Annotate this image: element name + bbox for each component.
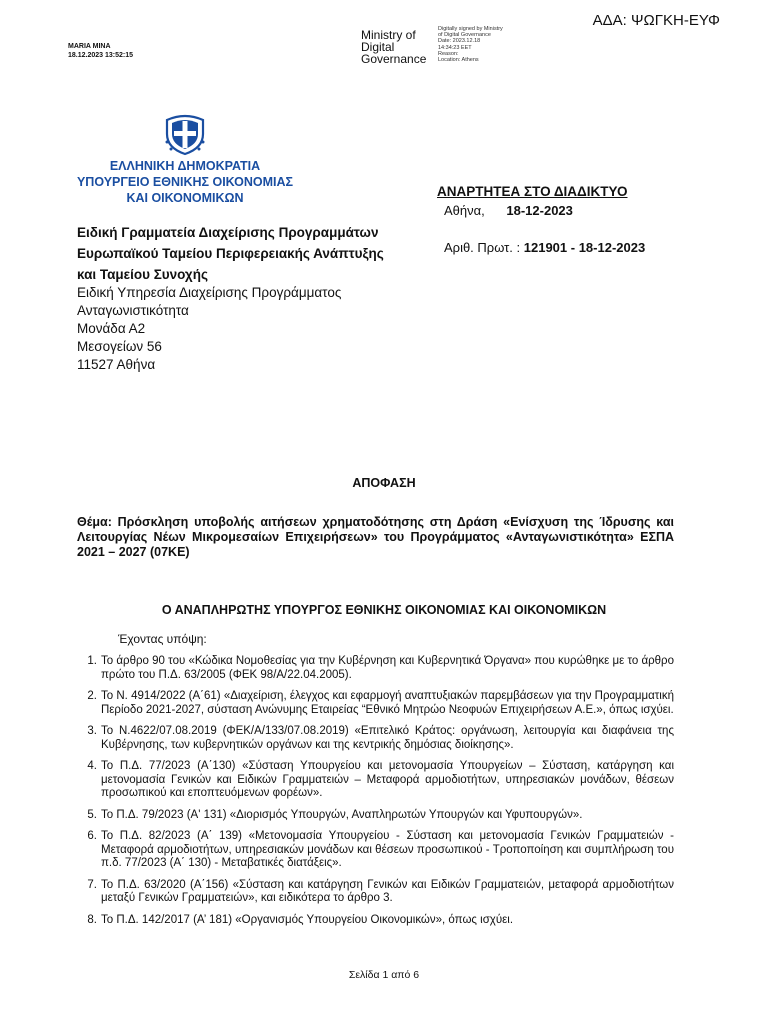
- signature-meta-line: Digitally signed by Ministry: [438, 26, 503, 32]
- item-number: 4.: [87, 760, 97, 772]
- list-item: [77, 655, 674, 682]
- subject-line: Θέμα: Πρόσκληση υποβολής αιτήσεων χρηματοδότησης στη Δράση «Ενίσχυση της Ίδρυσης και Λειτουργίας Νέων Μικρομεσαίων Επιχειρήσεων» του Προγράμματος «Ανταγωνιστικότητα» ΕΣΠΑ 2021 – 2027 (07ΚΕ): [77, 515, 674, 559]
- service-line: Ανταγωνιστικότητα: [77, 303, 189, 318]
- item-text: Το Ν.4622/07.08.2019 (ΦΕΚ/Α/133/07.08.2019) «Επιτελικό Κράτος: οργάνωση, λειτουργία και διαφάνεια της Κυβέρνησης, των κυβερνητικών οργάνων και της κεντρικής δημόσιας διοίκησης».: [101, 725, 674, 751]
- item-text: Το Π.Δ. 142/2017 (Α’ 181) «Οργανισμός Υπουργείου Οικονομικών», όπως ισχύει.: [101, 913, 514, 926]
- sender-ministry-header: [70, 158, 300, 206]
- deputy-minister-heading: Ο ΑΝΑΠΛΗΡΩΤΗΣ ΥΠΟΥΡΓΟΣ ΕΘΝΙΚΗΣ ΟΙΚΟΝΟΜΙΑΣ ΚΑΙ ΟΙΚΟΝΟΜΙΚΩΝ: [161, 603, 607, 617]
- greek-coat-of-arms-icon: [163, 112, 207, 156]
- list-item: [77, 760, 674, 801]
- protocol-label: Αριθ. Πρωτ. :: [444, 240, 521, 255]
- item-text: Το Π.Δ. 77/2023 (Α΄130) «Σύσταση Υπουργείου και μετονομασία Υπουργείων – Σύσταση, κατάργηση και μετονομασία Γενικών και Ειδικών Γραμματειών – Μεταφορά αρμοδιοτήτων, υπηρεσιακών μονάδων, θέσεων προσωπικού και εποπτευόμενων φορέων».: [101, 760, 674, 799]
- list-item: [77, 830, 674, 871]
- item-text: Το Π.Δ. 82/2023 (Α΄ 139) «Μετονομασία Υπουργείου - Σύσταση και μετονομασία Γενικών Γραμματειών - Μεταφορά αρμοδιοτήτων, υπηρεσιακών μονάδων και θέσεων προσωπικού - Τροποποίηση και συμπλήρωση του π.δ. 77/2023 (Α΄ 130) - Μεταβατικές διατάξεις».: [101, 830, 674, 869]
- item-text: Το Ν. 4914/2022 (Α΄61) «Διαχείριση, έλεγχος και εφαρμογή αναπτυξιακών παρεμβάσεων για την Προγραμματική Περίοδο 2021-2027, σύσταση Ανώνυμης Εταιρείας “Εθνικό Μητρώο Νεοφυών Επιχειρήσεων Α.Ε.», όπως ισχύει.: [101, 690, 674, 716]
- signer-stamp: [68, 42, 133, 60]
- service-address: [77, 284, 341, 374]
- list-item: [77, 809, 674, 823]
- item-text: Το Π.Δ. 79/2023 (Α' 131) «Διορισμός Υπουργών, Αναπληρωτών Υπουργών και Υφυπουργών».: [101, 808, 583, 821]
- document-date: [444, 203, 573, 218]
- signer-datetime: 18.12.2023 13:52:15: [68, 52, 133, 59]
- ada-code: ΑΔΑ: ΨΩΓΚΗ-ΕΥΦ: [592, 12, 720, 29]
- item-text: Το Π.Δ. 63/2020 (Α΄156) «Σύσταση και κατάργηση Γενικών και Ειδικών Γραμματειών, μεταφορά αρμοδιοτήτων μεταξύ Γενικών Γραμματειών», και ειδικότερα το άρθρο 3.: [101, 878, 674, 904]
- general-secretariat-line: Ειδική Γραμματεία Διαχείρισης Προγραμμάτων: [77, 225, 379, 240]
- item-number: 5.: [87, 808, 97, 821]
- protocol-value: 121901 - 18-12-2023: [523, 240, 646, 255]
- ministry-line: Ministry of: [361, 28, 416, 42]
- ministry-name-line-1: ΥΠΟΥΡΓΕΙΟ ΕΘΝΙΚΗΣ ΟΙΚΟΝΟΜΙΑΣ: [76, 175, 294, 189]
- item-number: 3.: [87, 725, 97, 737]
- service-line: 11527 Αθήνα: [77, 357, 156, 372]
- item-number: 8.: [87, 913, 97, 926]
- list-item: [77, 725, 674, 752]
- ministry-line: Digital: [361, 40, 395, 54]
- general-secretariat-line: και Ταμείου Συνοχής: [77, 267, 208, 282]
- list-item: [77, 879, 674, 906]
- general-secretariat-line: Ευρωπαϊκού Ταμείου Περιφερειακής Ανάπτυξης: [77, 246, 384, 261]
- general-secretariat: [77, 222, 384, 285]
- item-number: 7.: [87, 878, 97, 891]
- republic-name: ΕΛΛΗΝΙΚΗ ΔΗΜΟΚΡΑΤΙΑ: [109, 159, 261, 173]
- page-number: Σελίδα 1 από 6: [348, 969, 420, 981]
- service-line: Ειδική Υπηρεσία Διαχείρισης Προγράμματος: [77, 285, 342, 300]
- ministry-digital-governance: [361, 29, 426, 65]
- signature-meta-line: Location: Athens: [438, 57, 479, 64]
- ministry-name-line-2: ΚΑΙ ΟΙΚΟΝΟΜΙΚΩΝ: [126, 191, 244, 205]
- date-label: Αθήνα,: [444, 203, 485, 218]
- protocol-number: [444, 240, 645, 255]
- list-item: [77, 914, 674, 928]
- having-in-view: Έχοντας υπόψη:: [118, 632, 207, 646]
- publish-online-notice: ΑΝΑΡΤΗΤΕΑ ΣΤΟ ΔΙΑΔΙΚΤΥΟ: [437, 184, 628, 199]
- item-number: 1.: [87, 655, 97, 667]
- signature-meta-line: Reason:: [438, 50, 459, 57]
- service-line: Μεσογείων 56: [77, 339, 162, 354]
- digital-signature-metadata: [438, 26, 558, 63]
- signer-name: MARIA MINA: [68, 43, 111, 50]
- signature-meta-line: 14:34:23 EET: [438, 44, 472, 51]
- signature-meta-line: of Digital Governance: [438, 32, 491, 39]
- item-number: 2.: [87, 690, 97, 702]
- legal-basis-list: [77, 655, 674, 935]
- list-item: [77, 690, 674, 717]
- ministry-line: Governance: [361, 52, 427, 66]
- date-value: 18-12-2023: [506, 203, 573, 218]
- item-number: 6.: [87, 830, 97, 842]
- signature-meta-line: Date: 2023.12.18: [438, 38, 481, 45]
- item-text: Το άρθρο 90 του «Κώδικα Νομοθεσίας για την Κυβέρνηση και Κυβερνητικά Όργανα» που κυρώθηκε με το άρθρο πρώτο του Π.Δ. 63/2005 (ΦΕΚ 98/Α/22.04.2005).: [101, 655, 674, 681]
- decision-title: ΑΠΟΦΑΣΗ: [352, 476, 416, 490]
- service-line: Μονάδα Α2: [77, 321, 146, 336]
